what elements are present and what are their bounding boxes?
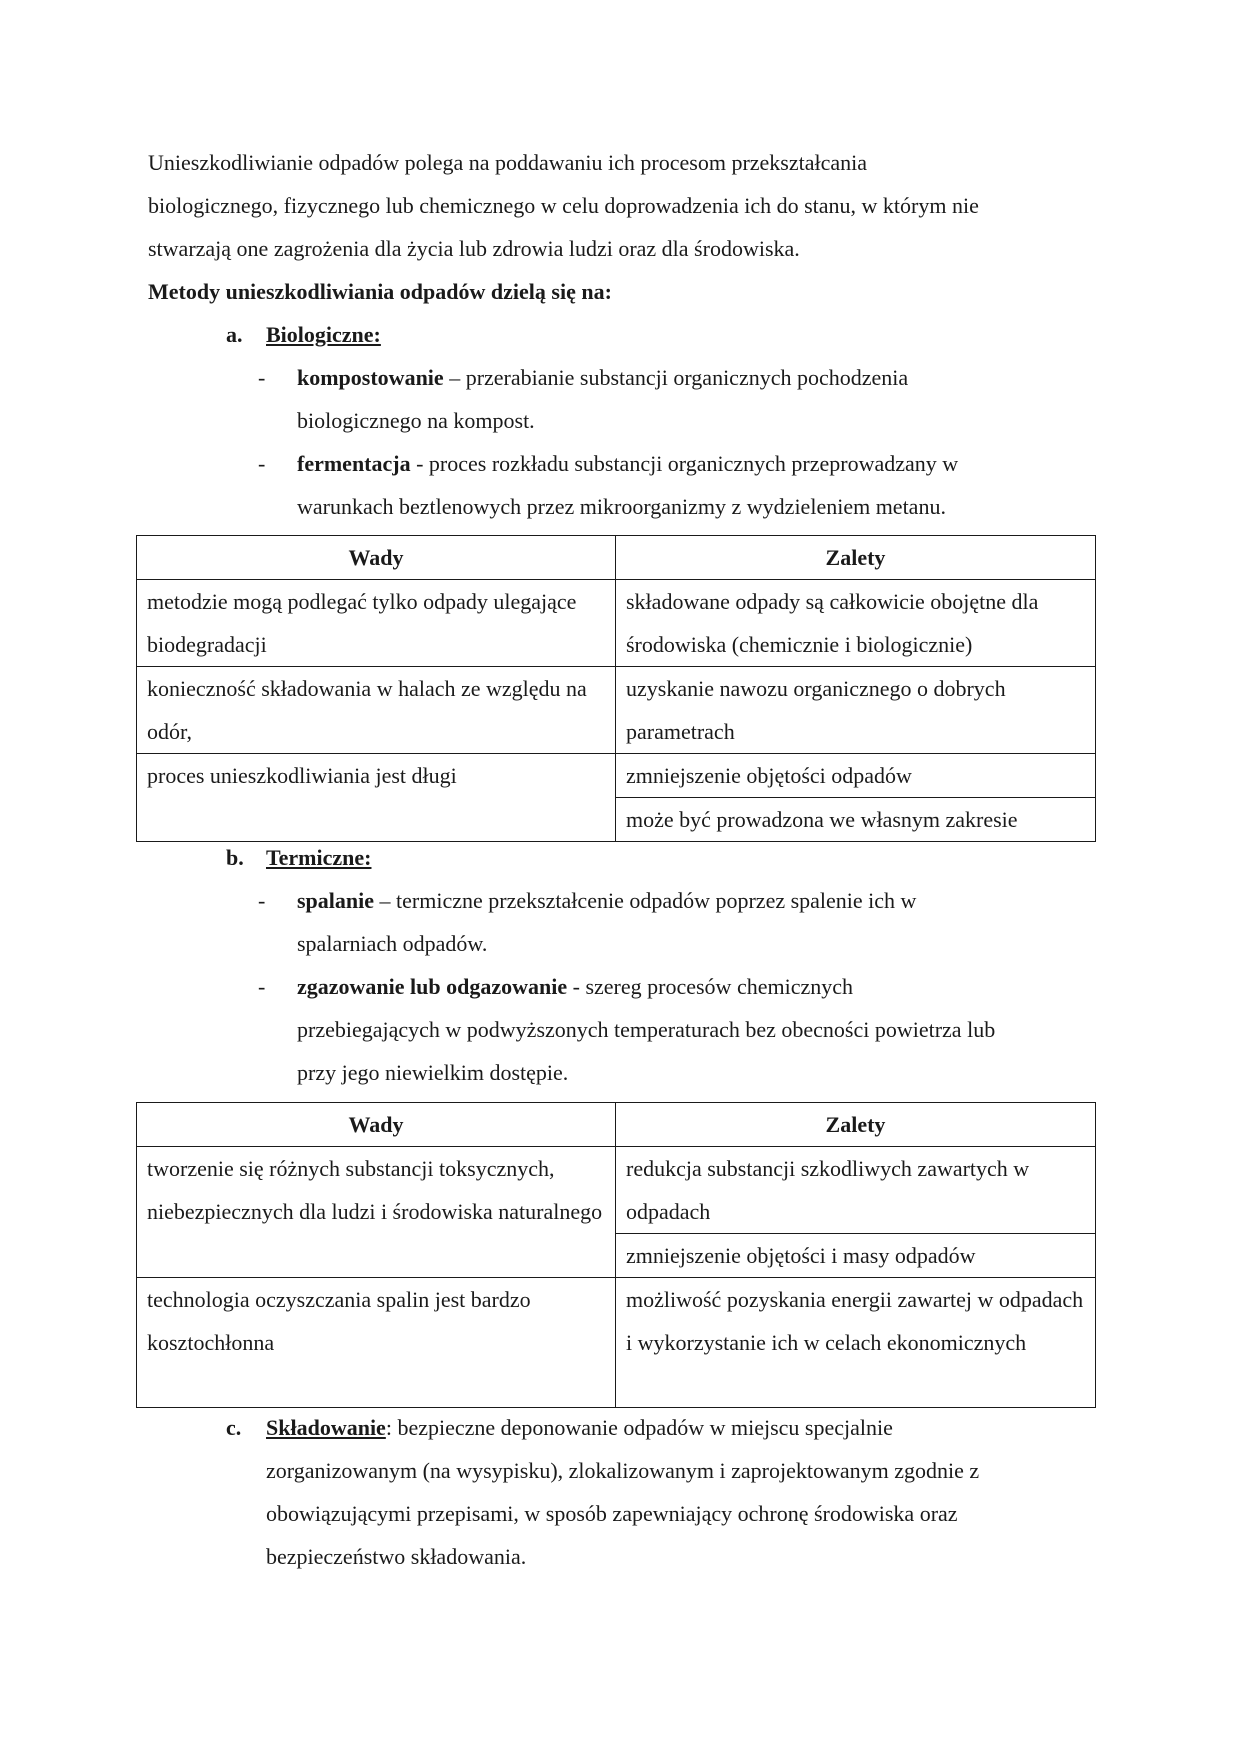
table-biological: [136, 535, 1096, 842]
term-description: – termiczne przekształcenie odpadów poprzez spalenie ich w: [374, 888, 917, 913]
term-description: - proces rozkładu substancji organicznych przeprowadzany w: [410, 451, 959, 476]
term-description-cont: przy jego niewielkim dostępie.: [297, 1060, 569, 1085]
column-header-zalety: Zalety: [616, 1103, 1096, 1147]
list-item: [297, 965, 853, 1008]
table-cell: zmniejszenie objętości odpadów: [616, 754, 1096, 798]
bullet-dash: -: [258, 888, 266, 913]
term-fermentacja: fermentacja: [297, 451, 411, 476]
table-header-row: [137, 536, 1096, 580]
column-header-zalety: Zalety: [616, 536, 1096, 580]
section-a-title: Biologiczne:: [266, 322, 381, 347]
section-b-title: Termiczne:: [266, 845, 372, 870]
column-header-wady: Wady: [137, 1103, 616, 1147]
table-cell: uzyskanie nawozu organicznego o dobrych parametrach: [616, 667, 1096, 754]
section-a-letter: a.: [226, 322, 243, 347]
section-c-line-4: bezpieczeństwo składowania.: [266, 1544, 527, 1569]
section-c-text: : bezpieczne deponowanie odpadów w miejscu specjalnie: [385, 1415, 893, 1440]
term-kompostowanie: kompostowanie: [297, 365, 444, 390]
section-c-line-3: obowiązującymi przepisami, w sposób zapewniający ochronę środowiska oraz: [266, 1501, 958, 1526]
term-description: - szereg procesów chemicznych: [567, 974, 853, 999]
bullet-dash: -: [258, 974, 266, 999]
section-c-title: Składowanie: [266, 1415, 386, 1440]
list-item: [297, 356, 908, 399]
table-header-row: [137, 1103, 1096, 1147]
section-b-letter: b.: [226, 845, 244, 870]
table-cell: konieczność składowania w halach ze względu na odór,: [137, 667, 616, 754]
term-description-cont: warunkach beztlenowych przez mikroorganizmy z wydzieleniem metanu.: [297, 494, 946, 519]
table-row: [137, 580, 1096, 667]
table-row: [137, 754, 1096, 798]
term-description: – przerabianie substancji organicznych pochodzenia: [443, 365, 909, 390]
term-description-cont: przebiegających w podwyższonych temperaturach bez obecności powietrza lub: [297, 1017, 996, 1042]
term-spalanie: spalanie: [297, 888, 375, 913]
table-cell: zmniejszenie objętości i masy odpadów: [616, 1234, 1096, 1278]
column-header-wady: Wady: [137, 536, 616, 580]
table-cell: metodzie mogą podlegać tylko odpady ulegające biodegradacji: [137, 580, 616, 667]
table-cell: możliwość pozyskania energii zawartej w odpadach i wykorzystanie ich w celach ekonomicznych: [616, 1278, 1096, 1408]
table-cell: może być prowadzona we własnym zakresie: [616, 798, 1096, 842]
methods-heading: Metody unieszkodliwiania odpadów dzielą się na:: [148, 279, 612, 304]
table-thermal: [136, 1102, 1096, 1408]
list-item: [297, 879, 916, 922]
bullet-dash: -: [258, 451, 266, 476]
table-cell: składowane odpady są całkowicie obojętne dla środowiska (chemicznie i biologicznie): [616, 580, 1096, 667]
table-row: [137, 667, 1096, 754]
table-cell: redukcja substancji szkodliwych zawartych w odpadach: [616, 1147, 1096, 1234]
term-description-cont: spalarniach odpadów.: [297, 931, 488, 956]
bullet-dash: -: [258, 365, 266, 390]
intro-line-3: stwarzają one zagrożenia dla życia lub zdrowia ludzi oraz dla środowiska.: [148, 236, 800, 261]
term-zgazowanie: zgazowanie lub odgazowanie: [297, 974, 568, 999]
table-cell: technologia oczyszczania spalin jest bardzo kosztochłonna: [137, 1278, 616, 1408]
table-cell: tworzenie się różnych substancji toksycznych, niebezpiecznych dla ludzi i środowiska naturalnego: [137, 1147, 616, 1278]
intro-line-2: biologicznego, fizycznego lub chemicznego w celu doprowadzenia ich do stanu, w którym nie: [148, 193, 979, 218]
table-row: [137, 1278, 1096, 1408]
table-cell: proces unieszkodliwiania jest długi: [137, 754, 616, 842]
intro-line-1: Unieszkodliwianie odpadów polega na poddawaniu ich procesom przekształcania: [148, 150, 868, 175]
section-c-letter: c.: [226, 1415, 242, 1440]
table-row: [137, 1147, 1096, 1234]
section-c-line-2: zorganizowanym (na wysypisku), zlokalizowanym i zaprojektowanym zgodnie z: [266, 1458, 980, 1483]
list-item: [297, 442, 958, 485]
term-description-cont: biologicznego na kompost.: [297, 408, 535, 433]
section-c-line-1: [266, 1406, 893, 1449]
